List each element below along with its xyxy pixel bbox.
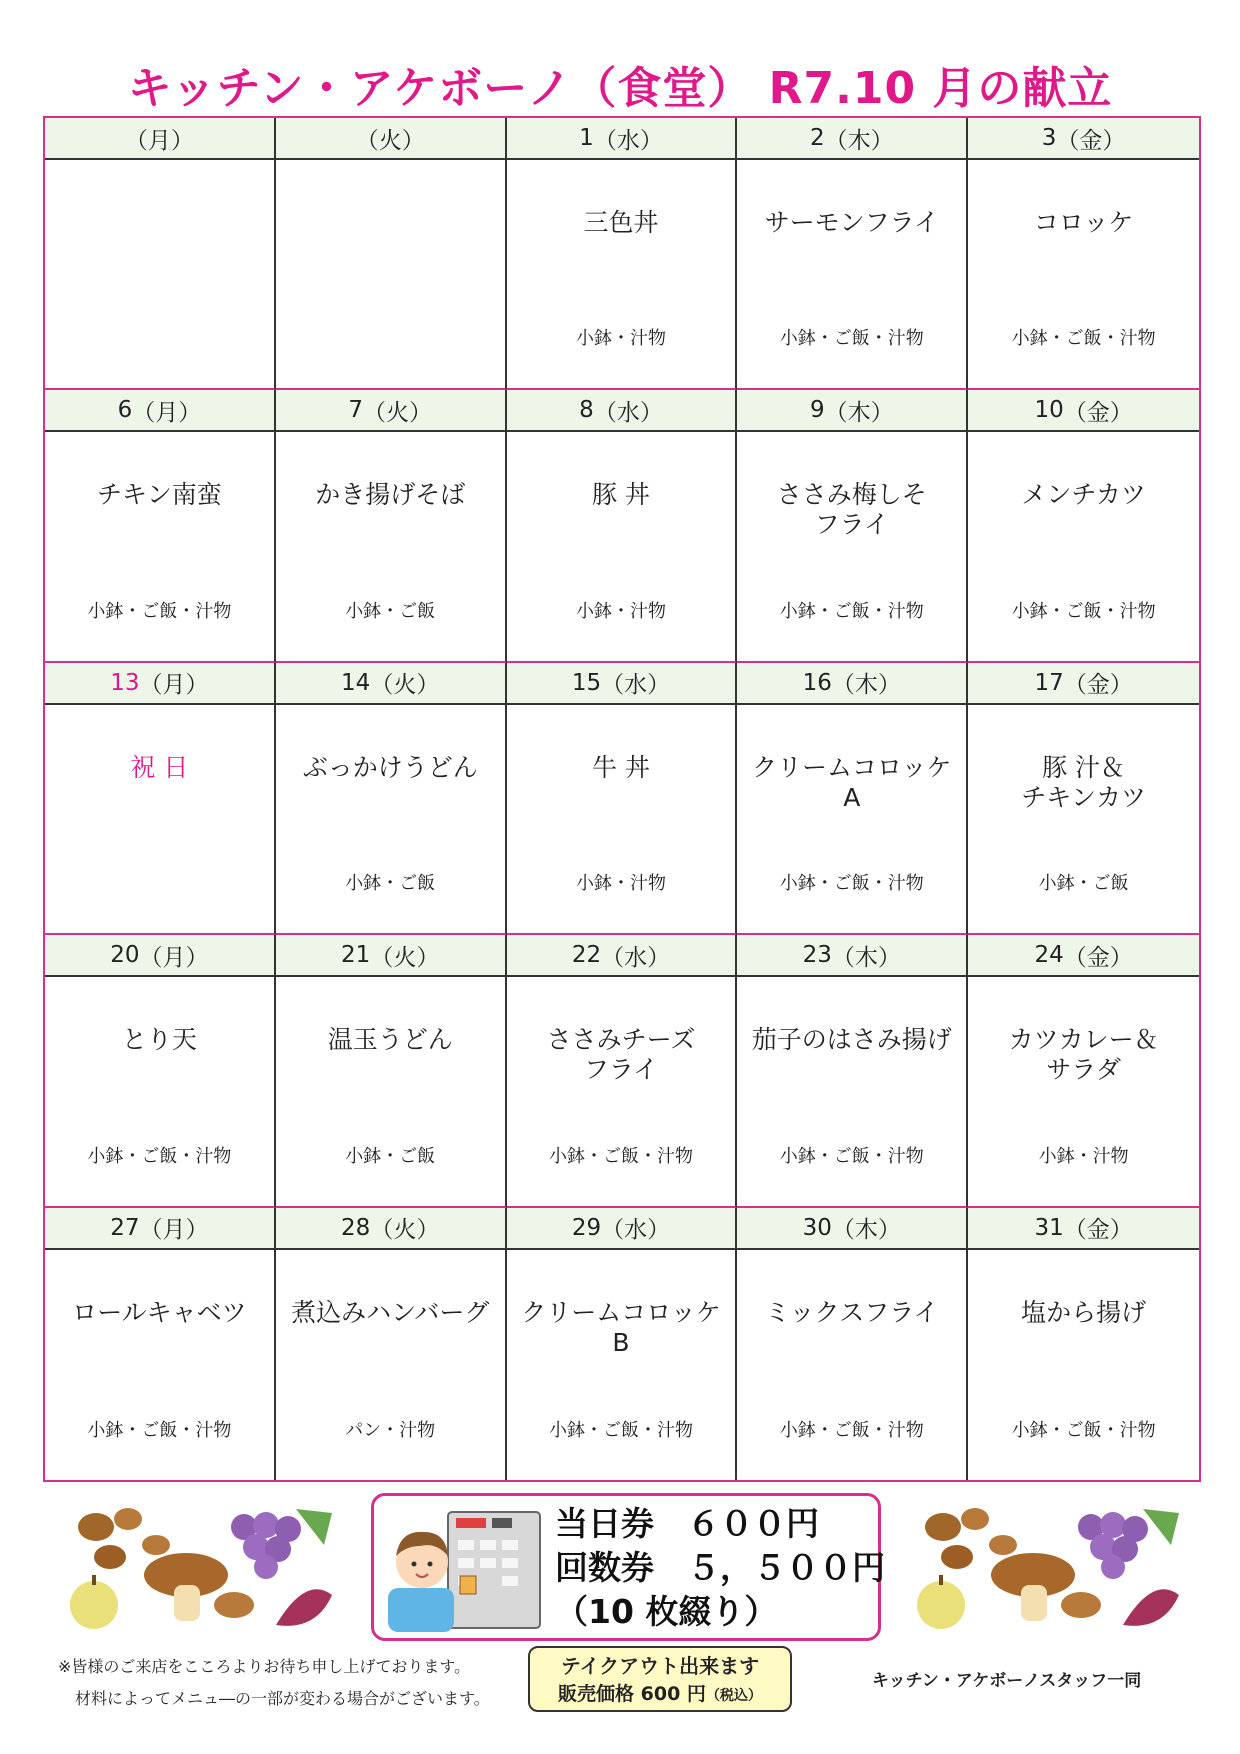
day-body [45, 705, 274, 933]
takeout-tax-note: （税込） [705, 1688, 762, 1704]
side-items: 小鉢・汁物 [575, 600, 666, 622]
day-body [968, 432, 1199, 660]
day-body [45, 432, 274, 660]
day-cell [45, 1208, 276, 1480]
day-cell [45, 935, 276, 1207]
autumn-food-illustration [913, 1505, 1183, 1633]
day-of-week: （月） [124, 127, 194, 154]
coupon-note: （10 枚綴り） [555, 1592, 778, 1631]
day-of-week: （木） [824, 127, 894, 154]
day-number: 13 [110, 669, 140, 696]
day-body [737, 432, 966, 660]
day-body [507, 977, 736, 1205]
takeout-price-value: 販売価格 600 円 [558, 1683, 706, 1705]
day-number: 17 [1034, 669, 1064, 696]
main-dish: ロールキャベツ [72, 1297, 247, 1327]
day-header [276, 663, 505, 705]
day-body [507, 1250, 736, 1480]
side-items: 小鉢・ご飯・汁物 [87, 1145, 232, 1167]
day-of-week: （月） [132, 399, 202, 426]
side-items: 小鉢・ご飯 [345, 1145, 436, 1167]
day-of-week: （水） [601, 944, 671, 971]
day-body [45, 160, 274, 388]
day-of-week: （月） [139, 1217, 209, 1244]
side-items: 小鉢・ご飯・汁物 [1011, 600, 1156, 622]
main-dish: 三色丼 [583, 208, 659, 237]
day-of-week: （水） [601, 672, 671, 699]
day-of-week: （火） [363, 399, 433, 426]
day-of-week: （金） [1056, 127, 1126, 154]
day-header [45, 390, 274, 432]
day-of-week: （月） [139, 944, 209, 971]
side-items: 小鉢・ご飯 [1038, 873, 1129, 895]
day-header [968, 1208, 1199, 1250]
day-header [276, 118, 505, 160]
side-items: 小鉢・ご飯・汁物 [87, 1419, 232, 1441]
day-cell [276, 390, 507, 662]
main-dish: メンチカツ [1021, 480, 1146, 510]
day-header [507, 663, 736, 705]
note-line-2: 材料によってメニュ―の一部が変わる場合がございます。 [75, 1689, 490, 1708]
coupon-price: 回数券 ５，５００円 [555, 1548, 885, 1587]
day-of-week: （火） [370, 1217, 440, 1244]
main-dish: 豚 汁＆ チキンカツ [1021, 752, 1146, 812]
side-items: 小鉢・汁物 [575, 328, 666, 350]
autumn-food-illustration [66, 1505, 336, 1633]
day-header [507, 1208, 736, 1250]
footer-note [58, 1651, 490, 1715]
day-number: 24 [1034, 942, 1064, 969]
side-items: 小鉢・汁物 [1038, 1145, 1129, 1167]
day-header [968, 390, 1199, 432]
day-number: 28 [341, 1214, 371, 1241]
day-body [276, 1250, 505, 1480]
day-number: 14 [341, 669, 371, 696]
day-number: 20 [110, 942, 140, 969]
day-of-week: （木） [831, 944, 901, 971]
day-of-week: （金） [1063, 1217, 1133, 1244]
main-dish: 温玉うどん [327, 1025, 453, 1055]
main-dish: クリームコロッケ A [752, 752, 952, 812]
day-number: 7 [348, 397, 364, 424]
day-cell [276, 663, 507, 935]
day-header [507, 390, 736, 432]
day-cell [737, 390, 968, 662]
main-dish: ささみチーズ フライ [546, 1025, 696, 1085]
day-body [507, 705, 736, 933]
main-dish: 豚 丼 [592, 480, 650, 510]
side-items: 小鉢・ご飯・汁物 [779, 1419, 924, 1441]
day-body [968, 160, 1199, 388]
takeout-price [530, 1680, 790, 1710]
side-items: 小鉢・ご飯・汁物 [1011, 1419, 1156, 1441]
day-header [45, 663, 274, 705]
side-items: 小鉢・ご飯・汁物 [87, 600, 232, 622]
staff-signature: キッチン・アケボーノスタッフ一同 [872, 1671, 1142, 1691]
day-header [45, 935, 274, 977]
day-number: 8 [579, 397, 594, 424]
day-body [968, 977, 1199, 1205]
side-items: 小鉢・ご飯 [345, 873, 436, 895]
day-body [276, 977, 505, 1205]
day-body [276, 705, 505, 933]
day-body [968, 705, 1199, 933]
day-header [737, 118, 966, 160]
day-number: 6 [117, 397, 133, 424]
day-number: 30 [802, 1214, 832, 1241]
day-header [968, 118, 1199, 160]
ticket-machine-illustration [384, 1506, 544, 1632]
day-of-week: （火） [370, 944, 440, 971]
main-dish: 茄子のはさみ揚げ [751, 1025, 952, 1055]
day-cell [507, 1208, 738, 1480]
day-body [737, 1250, 966, 1480]
day-number: 16 [802, 669, 832, 696]
side-items: 小鉢・汁物 [575, 873, 666, 895]
day-number: 10 [1034, 397, 1064, 424]
day-body [507, 432, 736, 660]
day-ticket-price: 当日券 ６００円 [555, 1504, 819, 1543]
day-body [737, 160, 966, 388]
day-body [45, 1250, 274, 1480]
day-of-week: （火） [370, 672, 440, 699]
day-number: 9 [809, 397, 825, 424]
day-header [45, 118, 274, 160]
day-cell [968, 1208, 1199, 1480]
day-cell [276, 935, 507, 1207]
day-header [737, 390, 966, 432]
day-cell [737, 1208, 968, 1480]
day-of-week: （水） [593, 399, 663, 426]
day-of-week: （月） [139, 672, 209, 699]
takeout-label: テイクアウト出来ます [560, 1654, 760, 1678]
side-items: 小鉢・ご飯・汁物 [779, 873, 924, 895]
day-header [507, 118, 736, 160]
day-of-week: （金） [1063, 672, 1133, 699]
day-cell [507, 390, 738, 662]
note-line-1: ※皆様のご来店をこころよりお待ち申し上げております。 [58, 1657, 471, 1676]
day-of-week: （火） [355, 127, 425, 154]
day-cell [276, 118, 507, 390]
main-dish: コロッケ [1033, 208, 1134, 237]
day-number: 27 [110, 1214, 140, 1241]
side-items: パン・汁物 [345, 1419, 436, 1441]
day-body [968, 1250, 1199, 1480]
day-cell [737, 935, 968, 1207]
page-title: キッチン・アケボーノ（食堂） R7.10 月の献立 [127, 63, 1113, 114]
side-items: 小鉢・ご飯・汁物 [548, 1419, 693, 1441]
day-header [737, 935, 966, 977]
day-number: 1 [579, 125, 594, 151]
day-cell [968, 390, 1199, 662]
day-body [737, 705, 966, 933]
day-cell [45, 663, 276, 935]
day-cell [968, 663, 1199, 935]
day-header [276, 935, 505, 977]
day-of-week: （水） [593, 127, 663, 154]
main-dish: 塩から揚げ [1021, 1297, 1147, 1327]
main-dish: 煮込みハンバーグ [291, 1297, 490, 1327]
day-header [45, 1208, 274, 1250]
day-header [968, 663, 1199, 705]
menu-calendar [43, 116, 1201, 1482]
side-items: 小鉢・ご飯・汁物 [548, 1145, 693, 1167]
day-of-week: （木） [831, 1217, 901, 1244]
day-number: 23 [802, 942, 832, 969]
day-number: 21 [341, 942, 371, 969]
side-items: 小鉢・ご飯・汁物 [779, 328, 924, 350]
day-number: 22 [571, 942, 602, 969]
day-header [968, 935, 1199, 977]
day-cell [45, 118, 276, 390]
day-of-week: （金） [1063, 399, 1133, 426]
day-cell [507, 663, 738, 935]
main-dish: ぶっかけうどん [302, 752, 478, 782]
day-cell [737, 118, 968, 390]
day-cell [507, 118, 738, 390]
day-of-week: （水） [601, 1217, 671, 1244]
takeout-box [528, 1646, 792, 1712]
main-dish: クリームコロッケ B [521, 1297, 721, 1357]
day-body [276, 432, 505, 660]
day-of-week: （木） [824, 399, 894, 426]
day-header [737, 663, 966, 705]
day-cell [737, 663, 968, 935]
side-items: 小鉢・ご飯・汁物 [779, 1145, 924, 1167]
day-body [45, 977, 274, 1205]
side-items: 小鉢・ご飯・汁物 [779, 600, 924, 622]
day-cell [507, 935, 738, 1207]
ticket-price-box [371, 1493, 885, 1641]
day-of-week: （金） [1063, 944, 1133, 971]
main-dish: カツカレー＆ サラダ [1008, 1025, 1159, 1085]
main-dish: 牛 丼 [592, 752, 650, 782]
day-number: 3 [1041, 125, 1057, 151]
day-cell [276, 1208, 507, 1480]
day-body [507, 160, 736, 388]
day-number: 31 [1034, 1214, 1064, 1241]
day-number: 15 [571, 669, 602, 696]
day-body [276, 160, 505, 388]
day-header [276, 390, 505, 432]
main-dish: サーモンフライ [764, 208, 939, 237]
main-dish: チキン南蛮 [97, 480, 222, 510]
day-header [737, 1208, 966, 1250]
side-items: 小鉢・ご飯 [345, 600, 436, 622]
main-dish: かき揚げそば [315, 480, 466, 510]
day-header [276, 1208, 505, 1250]
main-dish: 祝 日 [130, 752, 189, 782]
day-cell [968, 118, 1199, 390]
side-items: 小鉢・ご飯・汁物 [1011, 328, 1156, 350]
day-cell [45, 390, 276, 662]
price-list [555, 1502, 885, 1634]
day-header [507, 935, 736, 977]
day-number: 2 [809, 125, 825, 151]
day-number: 29 [571, 1214, 602, 1241]
main-dish: ささみ梅しそ フライ [776, 480, 927, 540]
day-body [737, 977, 966, 1205]
main-dish: とり天 [121, 1025, 197, 1055]
day-cell [968, 935, 1199, 1207]
main-dish: ミックスフライ [765, 1297, 939, 1327]
day-of-week: （木） [831, 672, 901, 699]
